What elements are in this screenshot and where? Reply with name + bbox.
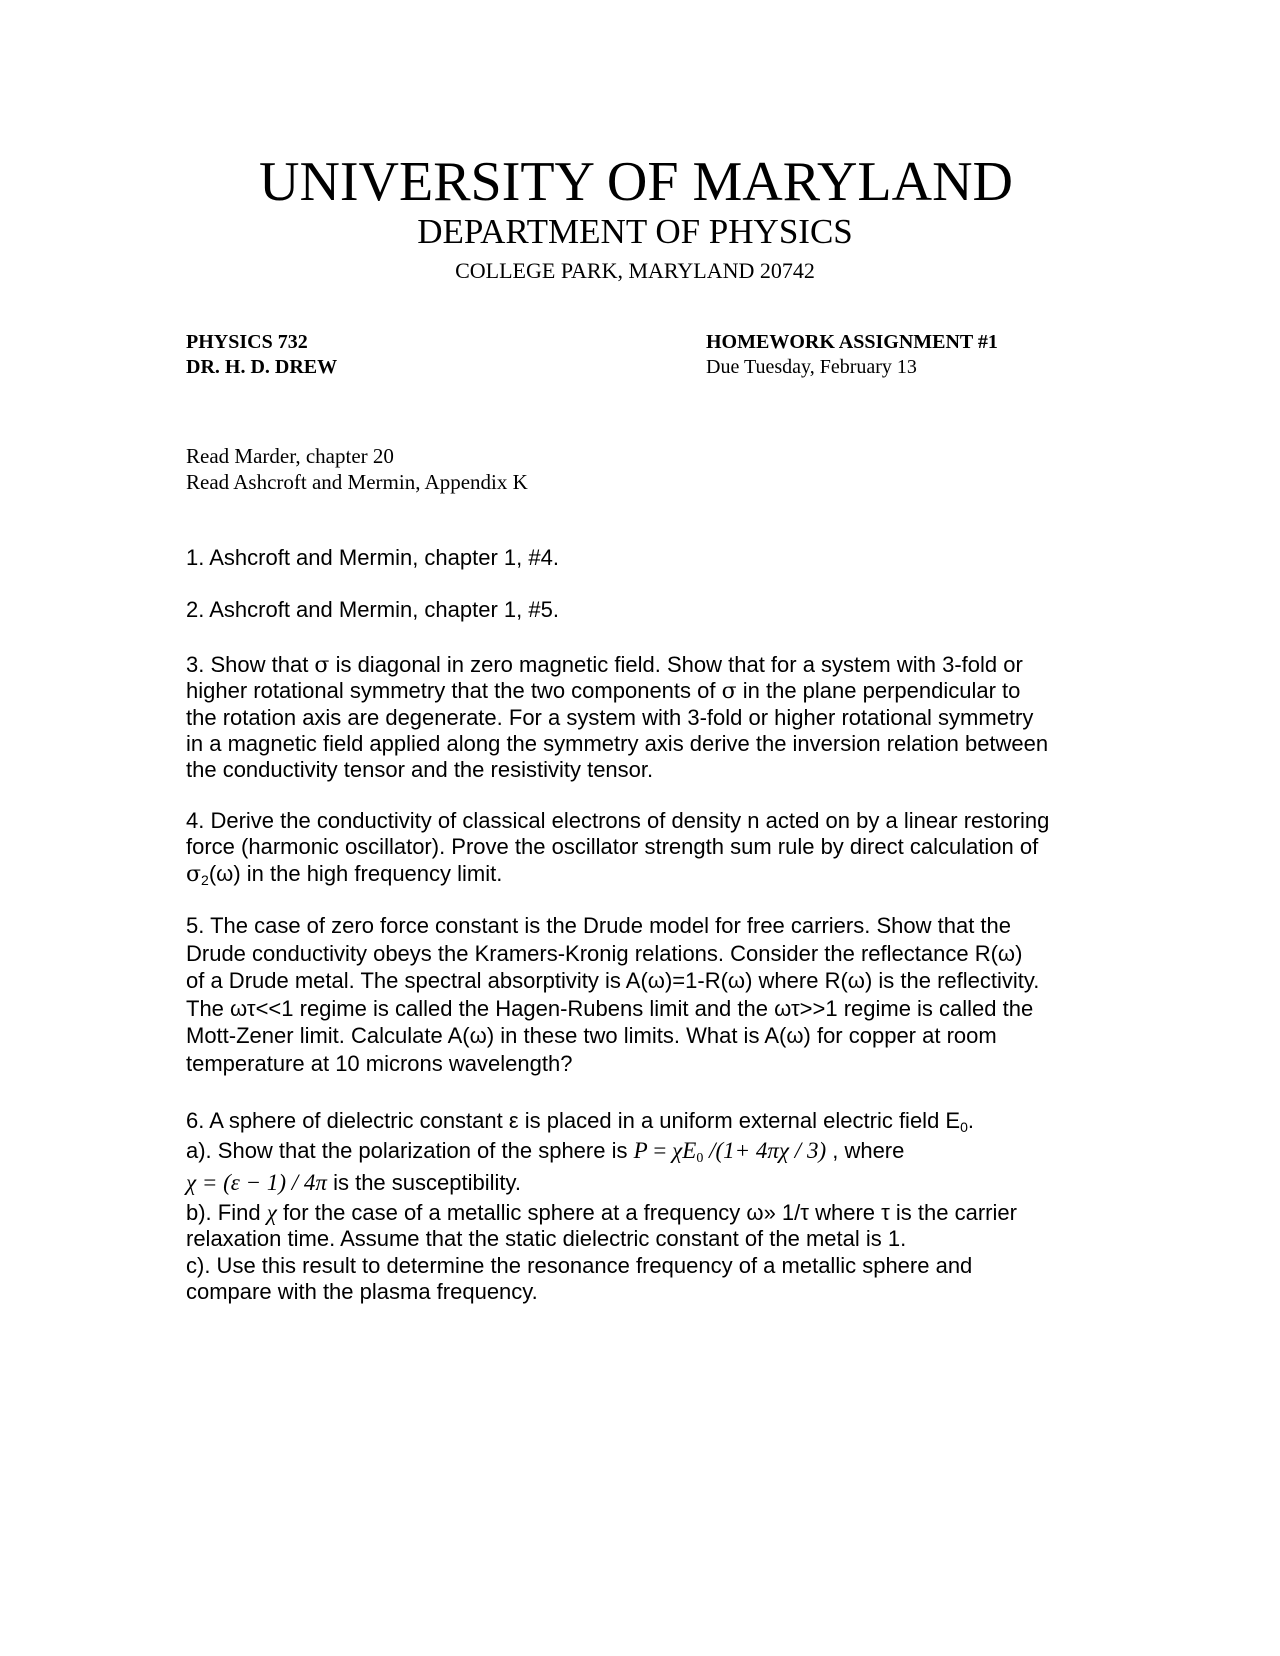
eq-sign: =: [647, 1138, 673, 1163]
problem-3: [186, 652, 1048, 783]
text-run: in the plane perpendicular to: [736, 678, 1021, 704]
problem-6-line: relaxation time. Assume that the static dielectric constant of the metal is 1.: [186, 1226, 907, 1252]
problem-5-line: Mott-Zener limit. Calculate A(ω) in these two limits. What is A(ω) for copper at room: [186, 1023, 997, 1048]
problem-3-line: [186, 678, 1048, 704]
text-run: 6. A sphere of dielectric constant ε is placed in a uniform external electric field E: [186, 1108, 961, 1133]
problem-6-line: [186, 1200, 1017, 1226]
sigma-symbol: σ: [721, 679, 737, 705]
problem-4-line: [186, 861, 1049, 887]
sigma-symbol: σ: [186, 861, 202, 887]
subscript: 2: [201, 871, 209, 888]
problem-3-line: the rotation axis are degenerate. For a system with 3-fold or higher rotational symmetry: [186, 704, 1034, 730]
susceptibility-equation: χ = (ε − 1) / 4π: [186, 1170, 327, 1195]
text-run: 3. Show that: [186, 652, 315, 677]
problem-5-line: 5. The case of zero force constant is the Drude model for free carriers. Show that the: [186, 913, 1011, 938]
text-run: , where: [826, 1138, 905, 1163]
problem-3-line: [186, 652, 1048, 678]
text-run: is diagonal in zero magnetic field. Show that for a system with 3-fold or: [329, 652, 1023, 677]
text-run: for the case of a metallic sphere at a frequency ω» 1/τ where τ is the carrier: [276, 1200, 1017, 1225]
problem-6-line: c). Use this result to determine the resonance frequency of a metallic sphere and: [186, 1252, 973, 1278]
text-run: .: [967, 1108, 975, 1133]
university-name: UNIVERSITY OF MARYLAND: [259, 151, 1013, 213]
text-run: higher rotational symmetry that the two components of: [186, 678, 722, 704]
text-run: a). Show that the polarization of the sphere is: [186, 1138, 634, 1163]
problem-3-line: in a magnetic field applied along the symmetry axis derive the inversion relation between: [186, 730, 1049, 756]
problem-4-line: 4. Derive the conductivity of classical electrons of density n acted on by a linear restoring: [186, 808, 1050, 833]
sigma-symbol: σ: [314, 653, 330, 678]
assignment-title: HOMEWORK ASSIGNMENT #1: [706, 331, 998, 353]
eq-field: E: [682, 1138, 697, 1163]
subscript: 0: [960, 1119, 968, 1135]
problem-6-line-1: [186, 1108, 974, 1134]
problem-4-line: force (harmonic oscillator). Prove the oscillator strength sum rule by direct calculation of: [186, 834, 1039, 860]
eq-lhs: P: [633, 1138, 648, 1163]
reading-2: Read Ashcroft and Mermin, Appendix K: [186, 470, 528, 494]
problem-5-line: of a Drude metal. The spectral absorptivity is A(ω)=1-R(ω) where R(ω) is the reflectivity.: [186, 968, 1040, 993]
problem-5-line: The ωτ<<1 regime is called the Hagen-Rubens limit and the ωτ>>1 regime is called the: [186, 995, 1034, 1021]
eq-chi: χ: [672, 1138, 683, 1163]
problem-6-parts: [186, 1200, 1017, 1305]
department-name: DEPARTMENT OF PHYSICS: [417, 212, 853, 251]
problem-6-line-2: [186, 1138, 904, 1164]
problem-2-text: 2. Ashcroft and Mermin, chapter 1, #5.: [186, 597, 559, 622]
problem-4: [186, 808, 1049, 887]
problem-5-line: Drude conductivity obeys the Kramers-Kronig relations. Consider the reflectance R(ω): [186, 940, 1023, 966]
due-date: Due Tuesday, February 13: [706, 356, 917, 378]
subscript: 0: [696, 1151, 704, 1166]
problem-5: [186, 912, 1039, 1077]
problem-6-line: compare with the plasma frequency.: [186, 1278, 538, 1304]
reading-1: Read Marder, chapter 20: [186, 444, 394, 468]
problem-3-line: the conductivity tensor and the resistivity tensor.: [186, 757, 654, 783]
problem-6-line-3: [186, 1170, 521, 1196]
polarization-equation: [633, 1138, 827, 1166]
chi-symbol: χ: [266, 1200, 277, 1225]
problem-1: [186, 545, 559, 571]
problem-5-line: temperature at 10 microns wavelength?: [186, 1050, 573, 1076]
problem-2: [186, 597, 559, 623]
course-code: PHYSICS 732: [186, 331, 308, 353]
instructor-name: DR. H. D. DREW: [186, 356, 338, 378]
text-run: b). Find: [186, 1200, 267, 1225]
problem-1-text: 1. Ashcroft and Mermin, chapter 1, #4.: [186, 545, 559, 570]
text-run: is the susceptibility.: [326, 1170, 521, 1195]
department-address: COLLEGE PARK, MARYLAND 20742: [455, 258, 815, 283]
text-run: (ω) in the high frequency limit.: [208, 860, 503, 886]
eq-denominator: /(1+ 4πχ / 3): [703, 1138, 827, 1163]
